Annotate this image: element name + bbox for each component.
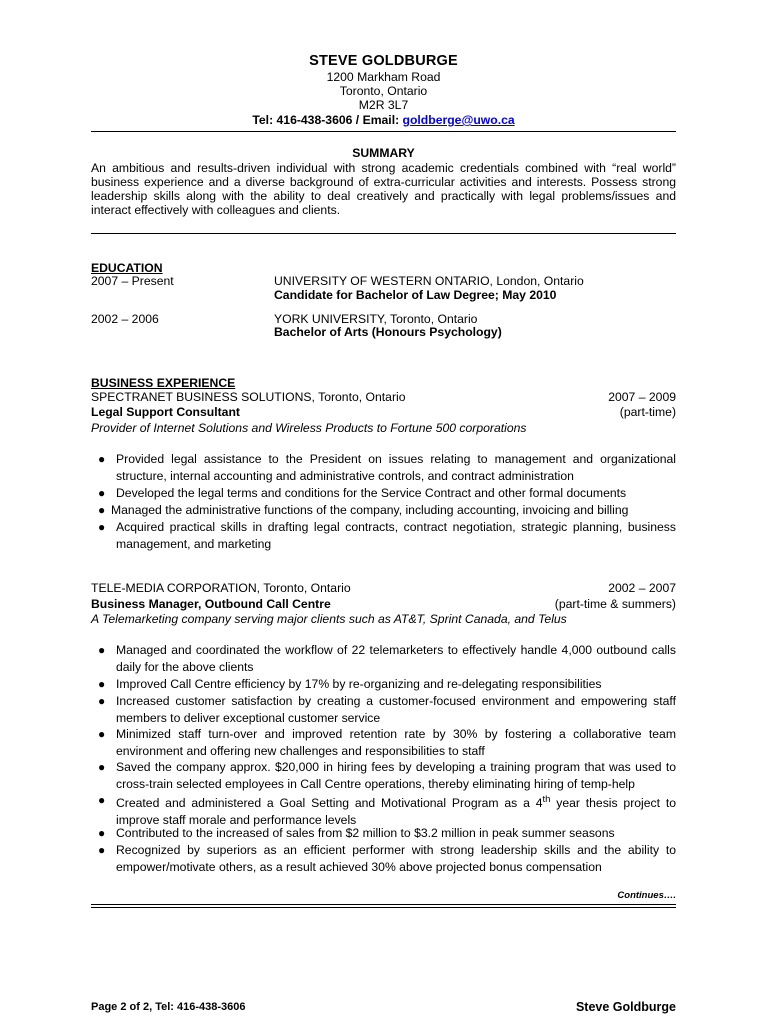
bullet-icon: ● (98, 452, 106, 466)
list-item (91, 451, 676, 484)
list-item (91, 726, 676, 759)
bullet-icon: ● (98, 486, 106, 500)
footer (91, 1000, 676, 1014)
education-degree-row (91, 288, 676, 302)
list-item-text: Managed and coordinated the workflow of 22 telemarketers to effectively handle 4,000 outbound calls daily for the above clients (116, 643, 676, 674)
contact-line (91, 113, 676, 127)
list-item (91, 519, 676, 552)
job-type: (part-time & summers) (554, 597, 676, 611)
list-item (91, 676, 676, 693)
list-item (91, 842, 676, 875)
education-school: YORK UNIVERSITY, Toronto, Ontario (274, 312, 478, 326)
bullet-icon: ● (98, 826, 106, 840)
bullet-icon: ● (98, 793, 106, 807)
education-entry (91, 312, 676, 326)
list-item (91, 792, 676, 828)
contact-prefix: Tel: 416-438-3606 / Email: (252, 113, 403, 127)
footer-name: Steve Goldburge (575, 1000, 676, 1014)
list-item-text: Minimized staff turn-over and improved retention rate by 30% by fostering a collaborative team environment and offering new challenges and responsibilities to staff (116, 727, 676, 758)
list-item-text: Saved the company approx. $20,000 in hiring fees by developing a training program that was used to cross-train selected employees in Call Centre operations, thereby eliminating hiring of temp-help (116, 760, 676, 791)
header-divider (91, 131, 676, 132)
postal-code: M2R 3L7 (358, 98, 409, 112)
list-item-text: Acquired practical skills in drafting legal contracts, contract negotiation, strategic planning, business management, and marketing (116, 520, 676, 551)
bullet-icon: ● (98, 677, 106, 691)
education-degree: Bachelor of Arts (Honours Psychology) (274, 325, 502, 339)
list-item-text (116, 792, 676, 828)
job-description (91, 421, 676, 435)
job-description (91, 612, 676, 626)
resume-page (91, 0, 676, 1024)
bullet-icon: ● (98, 643, 106, 657)
list-item-text: Improved Call Centre efficiency by 17% by re-organizing and re-delegating responsibilities (116, 677, 602, 691)
education-dates: 2002 – 2006 (91, 312, 159, 326)
experience-heading: BUSINESS EXPERIENCE (91, 376, 236, 390)
job-header (91, 390, 676, 404)
list-item (91, 485, 676, 502)
job-title-row (91, 405, 676, 419)
job-header (91, 581, 676, 595)
email-link[interactable]: goldberge@uwo.ca (402, 113, 515, 127)
list-item (91, 825, 676, 842)
job-type: (part-time) (619, 405, 676, 419)
bullet-icon: ● (98, 843, 106, 857)
list-item-text: Provided legal assistance to the President on issues relating to management and organizational structure, internal accounting and administrative controls, and contract administration (116, 452, 676, 483)
list-item-text: Recognized by superiors as an efficient performer with strong leadership skills and the ability to empower/motivate others, as a result achieved 30% above projected bonus compensation (116, 843, 676, 874)
bullet-icon: ● (98, 727, 106, 741)
address-line-2: Toronto, Ontario (339, 84, 428, 98)
list-item (91, 759, 676, 792)
job-company: SPECTRANET BUSINESS SOLUTIONS, Toronto, Ontario (91, 390, 406, 404)
list-item-text: Managed the administrative functions of the company, including accounting, invoicing and billing (111, 503, 629, 517)
list-item (91, 502, 676, 519)
education-school: UNIVERSITY OF WESTERN ONTARIO, London, Ontario (274, 274, 584, 288)
job-dates: 2002 – 2007 (608, 581, 676, 595)
job-dates: 2007 – 2009 (608, 390, 676, 404)
summary-text: An ambitious and results-driven individual with strong academic credentials combined with “real world” business experience and a diverse background of extra-curricular activities and interests. Possess strong leadership skills along with the ability to deal creatively and practically with legal problems/issues and interact effectively with colleagues and clients. (91, 161, 676, 217)
continues-note: Continues…. (617, 890, 676, 901)
summary-divider (91, 233, 676, 234)
candidate-name: STEVE GOLDBURGE (309, 53, 458, 69)
bullet-icon: ● (98, 694, 106, 708)
list-item (91, 642, 676, 675)
job-title-row (91, 597, 676, 611)
education-degree: Candidate for Bachelor of Law Degree; May 2010 (274, 288, 557, 302)
bottom-divider (91, 904, 676, 905)
job-description-text: Provider of Internet Solutions and Wireless Products to Fortune 500 corporations (91, 421, 527, 435)
list-item-text-part: Created and administered a Goal Setting and Motivational Program as a 4 (116, 796, 543, 811)
education-dates: 2007 – Present (91, 274, 174, 288)
bullet-icon: ● (98, 760, 106, 774)
education-heading: EDUCATION (91, 261, 163, 275)
bullet-icon: ● (98, 520, 106, 534)
list-item (91, 693, 676, 726)
list-item-text: Increased customer satisfaction by creating a customer-focused environment and empowering staff members to deliver exceptional customer service (116, 694, 676, 725)
summary-heading: SUMMARY (352, 146, 415, 160)
job-title: Business Manager, Outbound Call Centre (91, 597, 331, 611)
address-line-1: 1200 Markham Road (326, 70, 441, 84)
education-entry (91, 274, 676, 288)
job-description-text: A Telemarketing company serving major clients such as AT&T, Sprint Canada, and Telus (91, 612, 567, 626)
list-item-text: Developed the legal terms and conditions for the Service Contract and other formal documents (116, 486, 627, 500)
list-item-text: Contributed to the increased of sales from $2 million to $3.2 million in peak summer seasons (116, 826, 615, 840)
footer-page-info: Page 2 of 2, Tel: 416-438-3606 (91, 1001, 246, 1013)
list-item-superscript: th (542, 794, 551, 805)
bullet-icon: ● (98, 503, 106, 517)
job-title: Legal Support Consultant (91, 405, 240, 419)
bottom-divider-second (91, 907, 676, 908)
education-degree-row (91, 325, 676, 339)
list-item-text-part: year thesis project to improve staff morale and performance levels (116, 796, 676, 827)
job-company: TELE-MEDIA CORPORATION, Toronto, Ontario (91, 581, 351, 595)
